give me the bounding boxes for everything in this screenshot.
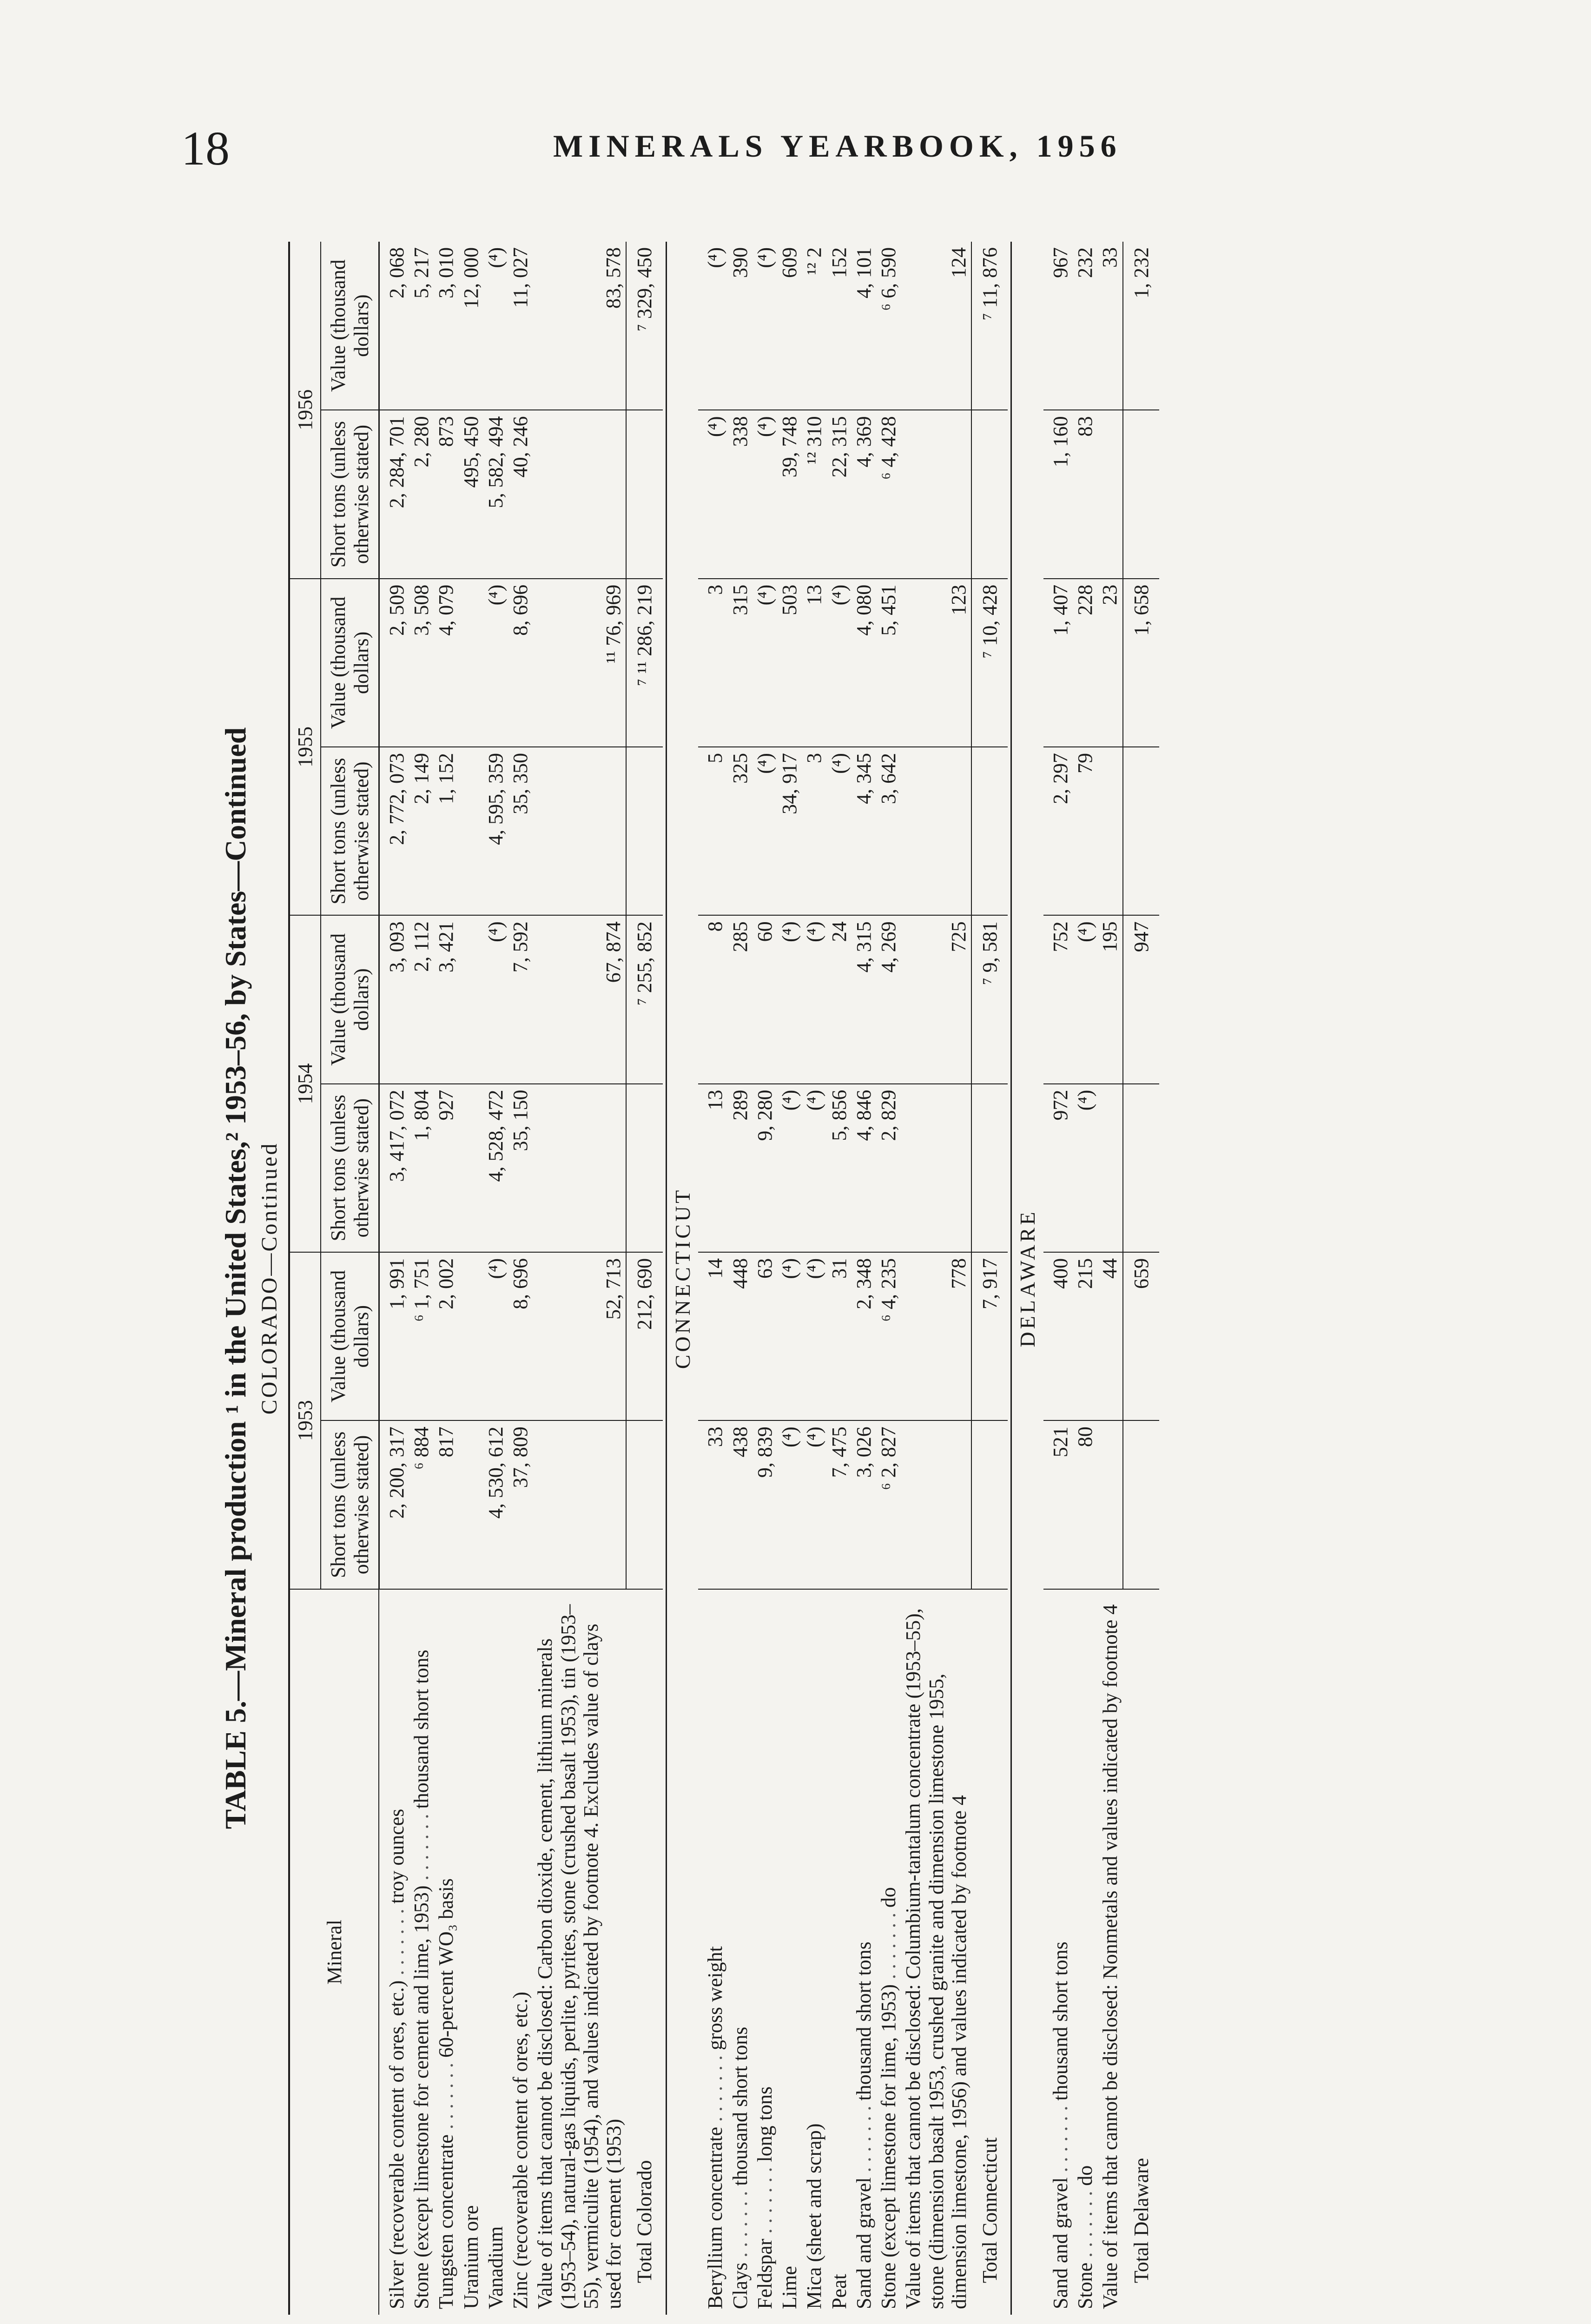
value-cell: (⁴) <box>802 915 826 1083</box>
quantity-cell: (⁴) <box>777 1420 802 1589</box>
total-row <box>1123 242 1159 2315</box>
value-cell: 31 <box>827 1252 852 1420</box>
quantity-cell: 5, 856 <box>827 1084 852 1252</box>
header-quantity: Short tons (unless otherwise stated) <box>321 410 379 578</box>
total-quantity-cell <box>626 747 662 915</box>
value-cell: 400 <box>1043 1252 1073 1420</box>
mineral-name: Value of items that cannot be disclosed: Nonmetals and values indicated by footnote 4 <box>1099 1604 1122 2309</box>
quantity-cell <box>901 410 971 578</box>
value-cell: 12, 000 <box>459 242 483 410</box>
value-cell: 752 <box>1043 915 1073 1083</box>
leader-dots: . . . . . . . <box>704 2055 727 2122</box>
total-quantity-cell <box>626 1084 662 1252</box>
header-mineral: Mineral <box>289 1589 379 2315</box>
value-cell: 2, 068 <box>379 242 409 410</box>
quantity-cell: 4, 369 <box>852 410 876 578</box>
value-cell: 503 <box>777 579 802 747</box>
header-year-1955: 1955 <box>289 579 321 916</box>
table-row <box>753 242 777 2315</box>
quantity-cell: 22, 315 <box>827 410 852 578</box>
quantity-cell: 7, 475 <box>827 1420 852 1589</box>
value-cell: 3, 421 <box>434 915 458 1083</box>
quantity-cell <box>459 1420 483 1589</box>
value-cell: 7, 592 <box>508 915 533 1083</box>
mineral-label-cell <box>434 1589 458 2315</box>
quantity-cell: 325 <box>728 747 753 915</box>
value-cell: (⁴) <box>483 242 508 410</box>
header-value: Value (thousand dollars) <box>321 1252 379 1420</box>
value-cell: 1, 991 <box>379 1252 409 1420</box>
table-row <box>777 242 802 2315</box>
value-cell: 2, 509 <box>379 579 409 747</box>
value-cell <box>459 1252 483 1420</box>
table-row <box>379 242 409 2315</box>
mineral-name: Feldspar <box>753 2238 776 2309</box>
quantity-cell: 9, 839 <box>753 1420 777 1589</box>
quantity-cell <box>901 1420 971 1589</box>
header-value: Value (thousand dollars) <box>321 242 379 410</box>
quantity-cell: (⁴) <box>753 747 777 915</box>
quantity-cell: 4, 846 <box>852 1084 876 1252</box>
total-quantity-cell <box>1123 747 1159 915</box>
leader-dots: . . . . . . . <box>1074 2191 1097 2258</box>
quantity-cell: (⁴) <box>802 1420 826 1589</box>
mineral-name: Tungsten concentrate <box>435 2134 458 2309</box>
section-heading-row <box>666 242 698 2315</box>
mineral-name: Silver (recoverable content of ores, etc.) <box>385 1980 408 2309</box>
mineral-label-cell <box>901 1589 971 2315</box>
quantity-cell: 35, 150 <box>508 1084 533 1252</box>
quantity-cell: 2, 297 <box>1043 747 1073 915</box>
total-row <box>971 242 1008 2315</box>
total-value-cell: 212, 690 <box>626 1252 662 1420</box>
table-row <box>1097 242 1122 2315</box>
value-cell: (⁴) <box>483 579 508 747</box>
quantity-cell: 80 <box>1073 1420 1097 1589</box>
table-row <box>698 242 727 2315</box>
leader-dots: . . . . . . . <box>728 2191 752 2258</box>
value-cell: 24 <box>827 915 852 1083</box>
value-cell: 44 <box>1097 1252 1122 1420</box>
value-cell: 232 <box>1073 242 1097 410</box>
value-cell: (⁴) <box>698 242 727 410</box>
quantity-cell: (⁴) <box>753 410 777 578</box>
value-cell: 609 <box>777 242 802 410</box>
header-value: Value (thousand dollars) <box>321 915 379 1083</box>
mineral-unit: 60-percent WO₃ basis <box>435 1878 458 2058</box>
mineral-label-cell <box>1097 1589 1122 2315</box>
total-value-cell: ⁷ 9, 581 <box>971 915 1008 1083</box>
value-cell: 215 <box>1073 1252 1097 1420</box>
mineral-label-cell <box>508 1589 533 2315</box>
quantity-cell: 2, 284, 701 <box>379 410 409 578</box>
value-cell: 63 <box>753 1252 777 1420</box>
value-cell: 4, 080 <box>852 579 876 747</box>
total-quantity-cell <box>1123 1420 1159 1589</box>
total-quantity-cell <box>971 747 1008 915</box>
value-cell: (⁴) <box>802 1252 826 1420</box>
quantity-cell: 521 <box>1043 1420 1073 1589</box>
quantity-cell: 2, 149 <box>409 747 434 915</box>
mineral-name: Uranium ore <box>459 2205 482 2309</box>
table-row <box>459 242 483 2315</box>
value-cell: 2, 002 <box>434 1252 458 1420</box>
mineral-label-cell <box>1043 1589 1073 2315</box>
value-cell: 8, 696 <box>508 1252 533 1420</box>
header-quantity: Short tons (unless otherwise stated) <box>321 747 379 915</box>
quantity-cell: 34, 917 <box>777 747 802 915</box>
mineral-name: Stone (except limestone for cement and lime, 1953) <box>410 1885 433 2309</box>
mineral-label-cell <box>533 1589 626 2315</box>
total-value-cell: 1, 232 <box>1123 242 1159 410</box>
quantity-cell: (⁴) <box>777 1084 802 1252</box>
value-cell: 3, 093 <box>379 915 409 1083</box>
mineral-unit: thousand short tons <box>1049 1941 1072 2101</box>
total-quantity-cell <box>626 1420 662 1589</box>
quantity-cell: 873 <box>434 410 458 578</box>
mineral-unit: do <box>1074 2165 1097 2186</box>
value-cell: 13 <box>802 579 826 747</box>
value-cell: 124 <box>901 242 971 410</box>
value-cell: 3, 508 <box>409 579 434 747</box>
quantity-cell <box>533 1084 626 1252</box>
mineral-label-cell <box>409 1589 434 2315</box>
section-heading-colorado: COLORADO—Continued <box>257 1142 282 1415</box>
table-row <box>827 242 852 2315</box>
leader-dots: . . . . . . . <box>877 1913 900 1980</box>
mineral-name: Sand and gravel <box>1049 2177 1072 2309</box>
header-quantity: Short tons (unless otherwise stated) <box>321 1084 379 1252</box>
value-cell: 23 <box>1097 579 1122 747</box>
quantity-cell <box>1097 1420 1122 1589</box>
table-row <box>876 242 901 2315</box>
total-label-text: Total Connecticut <box>978 2137 1002 2283</box>
table-row <box>852 242 876 2315</box>
quantity-cell: 2, 829 <box>876 1084 901 1252</box>
header-year-1953: 1953 <box>289 1252 321 1589</box>
table-row <box>409 242 434 2315</box>
section-heading: CONNECTICUT <box>670 1187 694 1369</box>
value-cell: (⁴) <box>483 1252 508 1420</box>
value-cell: 3, 010 <box>434 242 458 410</box>
mineral-name: Peat <box>827 2274 851 2309</box>
value-cell: 390 <box>728 242 753 410</box>
mineral-unit: long tons <box>753 2086 776 2162</box>
quantity-cell <box>1097 1084 1122 1252</box>
table-body <box>379 242 1159 2315</box>
value-cell: 5, 217 <box>409 242 434 410</box>
quantity-cell: 1, 152 <box>434 747 458 915</box>
total-value-cell: ⁷ 11, 876 <box>971 242 1008 410</box>
total-value-cell: 947 <box>1123 915 1159 1083</box>
quantity-cell: 3, 642 <box>876 747 901 915</box>
quantity-cell: 2, 200, 317 <box>379 1420 409 1589</box>
leader-dots: . . . . . . . <box>753 2167 776 2234</box>
table-row <box>483 242 508 2315</box>
quantity-cell: ⁶ 884 <box>409 1420 434 1589</box>
mineral-label-cell <box>827 1589 852 2315</box>
value-cell: 725 <box>901 915 971 1083</box>
quantity-cell <box>1097 747 1122 915</box>
mineral-production-table <box>288 242 1159 2315</box>
value-cell: ⁶ 1, 751 <box>409 1252 434 1420</box>
value-cell: ⁶ 4, 235 <box>876 1252 901 1420</box>
mineral-label-cell <box>753 1589 777 2315</box>
quantity-cell: 4, 530, 612 <box>483 1420 508 1589</box>
quantity-cell: 289 <box>728 1084 753 1252</box>
quantity-cell: 3 <box>802 747 826 915</box>
value-cell: 2, 112 <box>409 915 434 1083</box>
value-cell: 52, 713 <box>533 1252 626 1420</box>
value-cell: 67, 874 <box>533 915 626 1083</box>
mineral-name: Stone <box>1074 2262 1097 2309</box>
total-value-cell: ⁷ 255, 852 <box>626 915 662 1083</box>
value-cell: ¹² 2 <box>802 242 826 410</box>
table-row <box>434 242 458 2315</box>
value-cell: 8 <box>698 915 727 1083</box>
mineral-name: Vanadium <box>484 2226 507 2309</box>
value-cell: 14 <box>698 1252 727 1420</box>
table-row <box>901 242 971 2315</box>
value-cell: 315 <box>728 579 753 747</box>
total-value-cell: 659 <box>1123 1252 1159 1420</box>
quantity-cell: 438 <box>728 1420 753 1589</box>
value-cell: 152 <box>827 242 852 410</box>
total-quantity-cell <box>1123 410 1159 578</box>
quantity-cell: 79 <box>1073 747 1097 915</box>
mineral-unit: thousand short tons <box>852 1941 875 2101</box>
total-value-cell: ⁷ 329, 450 <box>626 242 662 410</box>
value-cell: 967 <box>1043 242 1073 410</box>
value-cell: 8, 696 <box>508 579 533 747</box>
mineral-name: Beryllium concentrate <box>704 2126 727 2309</box>
total-row <box>626 242 662 2315</box>
header-year-1954: 1954 <box>289 915 321 1252</box>
header-quantity: Short tons (unless otherwise stated) <box>321 1420 379 1589</box>
quantity-cell <box>459 747 483 915</box>
mineral-name: Stone (except limestone for lime, 1953) <box>877 1984 900 2309</box>
value-cell: 4, 269 <box>876 915 901 1083</box>
mineral-name: Mica (sheet and scrap) <box>803 2123 826 2309</box>
quantity-cell: (⁴) <box>1073 1084 1097 1252</box>
total-label <box>1123 1589 1159 2315</box>
leader-dots: . . . . . . . <box>852 2106 875 2172</box>
total-quantity-cell <box>971 1420 1008 1589</box>
value-cell: 4, 101 <box>852 242 876 410</box>
value-cell: 448 <box>728 1252 753 1420</box>
quantity-cell: 3, 026 <box>852 1420 876 1589</box>
value-cell: 778 <box>901 1252 971 1420</box>
rotated-table-block <box>218 242 1543 2315</box>
quantity-cell: (⁴) <box>802 1084 826 1252</box>
mineral-unit: thousand short tons <box>410 1650 433 1809</box>
section-heading-row <box>1011 242 1043 2315</box>
value-cell: 228 <box>1073 579 1097 747</box>
mineral-label-cell <box>876 1589 901 2315</box>
mineral-label-cell <box>459 1589 483 2315</box>
quantity-cell: 9, 280 <box>753 1084 777 1252</box>
mineral-unit: troy ounces <box>385 1809 408 1904</box>
mineral-label-cell <box>1073 1589 1097 2315</box>
mineral-name: Sand and gravel <box>852 2177 875 2309</box>
quantity-cell: (⁴) <box>827 747 852 915</box>
quantity-cell: 4, 528, 472 <box>483 1084 508 1252</box>
quantity-cell: 35, 350 <box>508 747 533 915</box>
quantity-cell: 37, 809 <box>508 1420 533 1589</box>
quantity-cell: (⁴) <box>698 410 727 578</box>
total-label-text: Total Colorado <box>633 2160 656 2283</box>
quantity-cell: 817 <box>434 1420 458 1589</box>
quantity-cell: 338 <box>728 410 753 578</box>
mineral-unit: do <box>877 1887 900 1908</box>
quantity-cell: 83 <box>1073 410 1097 578</box>
value-cell: 1, 407 <box>1043 579 1073 747</box>
mineral-label-cell <box>852 1589 876 2315</box>
quantity-cell <box>533 747 626 915</box>
table-row <box>1073 242 1097 2315</box>
leader-dots: . . . . . . . <box>385 1908 408 1975</box>
value-cell: (⁴) <box>777 1252 802 1420</box>
value-cell: 195 <box>1097 915 1122 1083</box>
quantity-cell: 4, 595, 359 <box>483 747 508 915</box>
mineral-unit: thousand short tons <box>728 2027 752 2186</box>
total-value-cell: ⁷ ¹¹ 286, 219 <box>626 579 662 747</box>
quantity-cell: 40, 246 <box>508 410 533 578</box>
value-cell: ¹¹ 76, 969 <box>533 579 626 747</box>
total-quantity-cell <box>971 410 1008 578</box>
mineral-name: Value of items that cannot be disclosed: Columbium-tantalum concentrate (1953–55), stone (dimension basalt 1953, crushed granite and dimension limestone 1955, dimension limestone, 1956) and values indicated by footnote 4 <box>902 1608 970 2309</box>
value-cell <box>459 915 483 1083</box>
table-row <box>802 242 826 2315</box>
section-heading: DELAWARE <box>1016 1209 1040 1347</box>
total-value-cell: 1, 658 <box>1123 579 1159 747</box>
quantity-cell: 5, 582, 494 <box>483 410 508 578</box>
running-head: MINERALS YEARBOOK, 1956 <box>553 128 1122 164</box>
quantity-cell: 972 <box>1043 1084 1073 1252</box>
value-cell <box>459 579 483 747</box>
value-cell: 83, 578 <box>533 242 626 410</box>
mineral-label-cell <box>802 1589 826 2315</box>
header-year-1956: 1956 <box>289 242 321 579</box>
header-value: Value (thousand dollars) <box>321 579 379 747</box>
value-cell: 2, 348 <box>852 1252 876 1420</box>
total-label <box>971 1589 1008 2315</box>
mineral-label-cell <box>728 1589 753 2315</box>
value-cell: 3 <box>698 579 727 747</box>
section-separator <box>1008 242 1011 2315</box>
mineral-name: Value of items that cannot be disclosed: Carbon dioxide, cement, lithium minerals (1953–54), natural-gas liquids, perlite, pyrites, stone (crushed basalt 1953), tin (1953–55), vermiculite (1954), and values indicated by footnote 4. Excludes value of clays used for cement (1953) <box>534 1604 626 2309</box>
leader-dots: . . . . . . . <box>435 2063 458 2130</box>
quantity-cell <box>459 1084 483 1252</box>
table-header <box>289 242 379 2315</box>
mineral-label-cell <box>379 1589 409 2315</box>
quantity-cell <box>533 1420 626 1589</box>
value-cell: (⁴) <box>827 579 852 747</box>
quantity-cell: 39, 748 <box>777 410 802 578</box>
quantity-cell: 495, 450 <box>459 410 483 578</box>
quantity-cell <box>901 747 971 915</box>
quantity-cell: 33 <box>698 1420 727 1589</box>
quantity-cell: 3, 417, 072 <box>379 1084 409 1252</box>
quantity-cell <box>533 410 626 578</box>
total-quantity-cell <box>971 1084 1008 1252</box>
total-quantity-cell <box>626 410 662 578</box>
value-cell: 285 <box>728 915 753 1083</box>
mineral-name: Zinc (recoverable content of ores, etc.) <box>509 1992 532 2309</box>
total-label <box>626 1589 662 2315</box>
total-value-cell: ⁷ 10, 428 <box>971 579 1008 747</box>
quantity-cell: 13 <box>698 1084 727 1252</box>
value-cell: (⁴) <box>1073 915 1097 1083</box>
total-quantity-cell <box>1123 1084 1159 1252</box>
mineral-unit: gross weight <box>704 1946 727 2050</box>
table-row <box>508 242 533 2315</box>
quantity-cell <box>901 1084 971 1252</box>
section-separator <box>663 242 667 2315</box>
value-cell: (⁴) <box>753 579 777 747</box>
total-value-cell: 7, 917 <box>971 1252 1008 1420</box>
table-row <box>728 242 753 2315</box>
quantity-cell: 1, 804 <box>409 1084 434 1252</box>
mineral-name: Clays <box>728 2262 752 2309</box>
mineral-label-cell <box>698 1589 727 2315</box>
value-cell: (⁴) <box>753 242 777 410</box>
table-row <box>533 242 626 2315</box>
quantity-cell: 2, 280 <box>409 410 434 578</box>
quantity-cell: 4, 345 <box>852 747 876 915</box>
quantity-cell: 927 <box>434 1084 458 1252</box>
value-cell: 33 <box>1097 242 1122 410</box>
quantity-cell: ⁶ 2, 827 <box>876 1420 901 1589</box>
value-cell: 123 <box>901 579 971 747</box>
value-cell: 4, 079 <box>434 579 458 747</box>
page-number: 18 <box>181 122 230 175</box>
table-title: TABLE 5.—Mineral production ¹ in the United States,² 1953–56, by States—Continued <box>219 727 252 1829</box>
mineral-label-cell <box>483 1589 508 2315</box>
mineral-label-cell <box>777 1589 802 2315</box>
value-cell: (⁴) <box>777 915 802 1083</box>
leader-dots: . . . . . . . <box>1049 2106 1072 2172</box>
value-cell: ⁶ 6, 590 <box>876 242 901 410</box>
value-cell: 4, 315 <box>852 915 876 1083</box>
quantity-cell <box>1097 410 1122 578</box>
value-cell: 60 <box>753 915 777 1083</box>
quantity-cell: 5 <box>698 747 727 915</box>
quantity-cell: 1, 160 <box>1043 410 1073 578</box>
mineral-name: Lime <box>778 2266 801 2309</box>
quantity-cell: 2, 772, 073 <box>379 747 409 915</box>
quantity-cell: ¹² 310 <box>802 410 826 578</box>
total-label-text: Total Delaware <box>1129 2158 1153 2283</box>
quantity-cell: ⁶ 4, 428 <box>876 410 901 578</box>
value-cell: 5, 451 <box>876 579 901 747</box>
value-cell: 11, 027 <box>508 242 533 410</box>
table-row <box>1043 242 1073 2315</box>
value-cell: (⁴) <box>483 915 508 1083</box>
leader-dots: . . . . . . . <box>410 1814 433 1881</box>
